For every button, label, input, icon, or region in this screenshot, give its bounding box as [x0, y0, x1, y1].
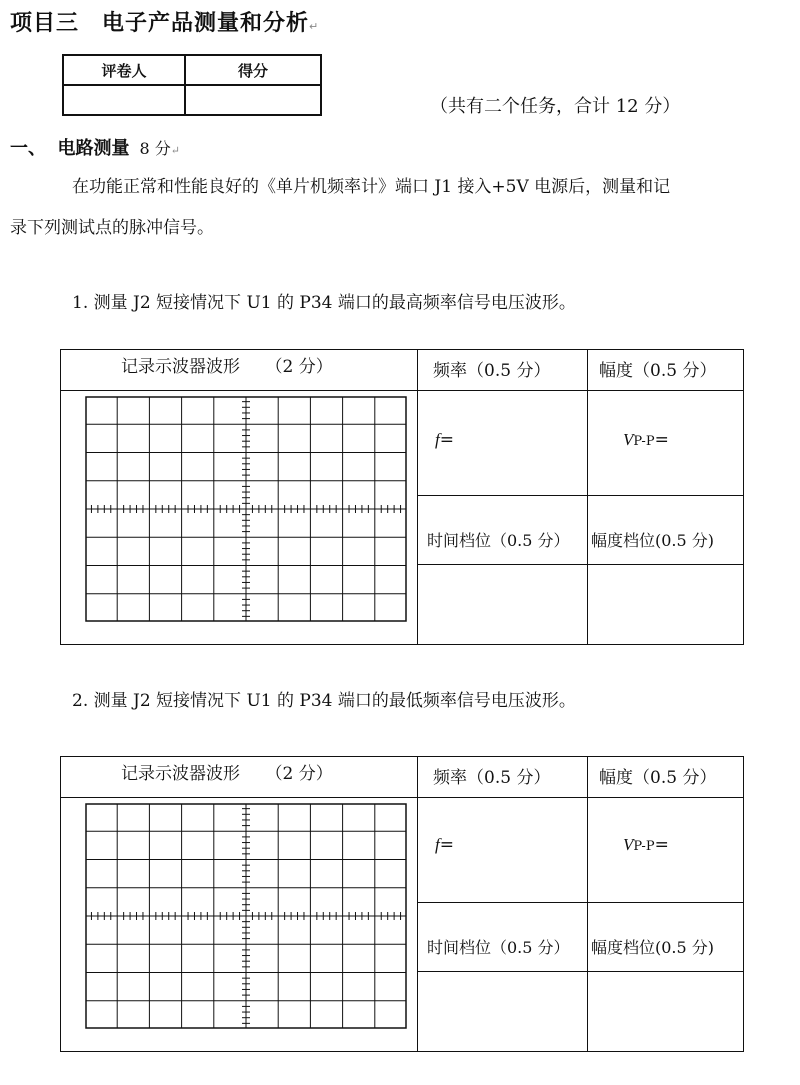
amplitude-label-1: 幅度（0.5 分） — [599, 361, 717, 381]
section-number: 一、 — [10, 138, 46, 159]
amplitude-label-2: 幅度（0.5 分） — [599, 768, 717, 788]
time-setting-input-2[interactable] — [418, 972, 586, 1050]
frequency-value-1[interactable]: f= — [435, 430, 454, 450]
amp-setting-input-1[interactable] — [588, 565, 742, 643]
waveform-label-1: 记录示波器波形 （2 分） — [121, 357, 333, 377]
score-table — [62, 54, 322, 116]
question-2: 2. 测量 J2 短接情况下 U1 的 P34 端口的最低频率信号电压波形。 — [72, 691, 576, 711]
frequency-label-1: 频率（0.5 分） — [433, 361, 551, 381]
page-title — [10, 6, 319, 37]
score-cell[interactable] — [185, 85, 321, 115]
return-mark-icon: ↵ — [170, 144, 180, 157]
record-table-1 — [60, 349, 744, 645]
time-setting-input-1[interactable] — [418, 565, 586, 643]
time-setting-label-2: 时间档位（0.5 分） — [427, 938, 570, 957]
section-heading — [10, 134, 180, 160]
intro-line-1: 在功能正常和性能良好的《单片机频率计》端口 J1 接入+5V 电源后，测量和记 — [72, 177, 671, 197]
task-total: （共有二个任务，合计 12 分） — [430, 96, 681, 117]
waveform-label-2: 记录示波器波形 （2 分） — [121, 764, 333, 784]
frequency-value-2[interactable]: f= — [435, 835, 454, 855]
amp-setting-input-2[interactable] — [588, 972, 742, 1050]
amplitude-value-2[interactable]: VP-P= — [623, 835, 669, 855]
page-title-text: 项目三 电子产品测量和分析 — [10, 11, 310, 36]
record-table-2 — [60, 756, 744, 1052]
time-setting-label-1: 时间档位（0.5 分） — [427, 531, 570, 550]
amplitude-value-1[interactable]: VP-P= — [623, 430, 669, 450]
reviewer-cell[interactable] — [63, 85, 185, 115]
oscilloscope-grid-1[interactable] — [85, 396, 407, 626]
amp-setting-label-1: 幅度档位(0.5 分) — [591, 531, 715, 550]
question-1: 1. 测量 J2 短接情况下 U1 的 P34 端口的最高频率信号电压波形。 — [72, 293, 576, 313]
reviewer-header: 评卷人 — [63, 55, 185, 85]
section-points: 8 分 — [139, 139, 171, 158]
section-title: 电路测量 — [57, 138, 130, 159]
return-mark-icon: ↵ — [309, 20, 320, 33]
scope-grid-svg-1 — [85, 396, 407, 622]
oscilloscope-grid-2[interactable] — [85, 803, 407, 1033]
intro-line-2: 录下列测试点的脉冲信号。 — [10, 218, 214, 238]
amp-setting-label-2: 幅度档位(0.5 分) — [591, 938, 715, 957]
scope-grid-svg-2 — [85, 803, 407, 1029]
score-header: 得分 — [185, 55, 321, 85]
frequency-label-2: 频率（0.5 分） — [433, 768, 551, 788]
